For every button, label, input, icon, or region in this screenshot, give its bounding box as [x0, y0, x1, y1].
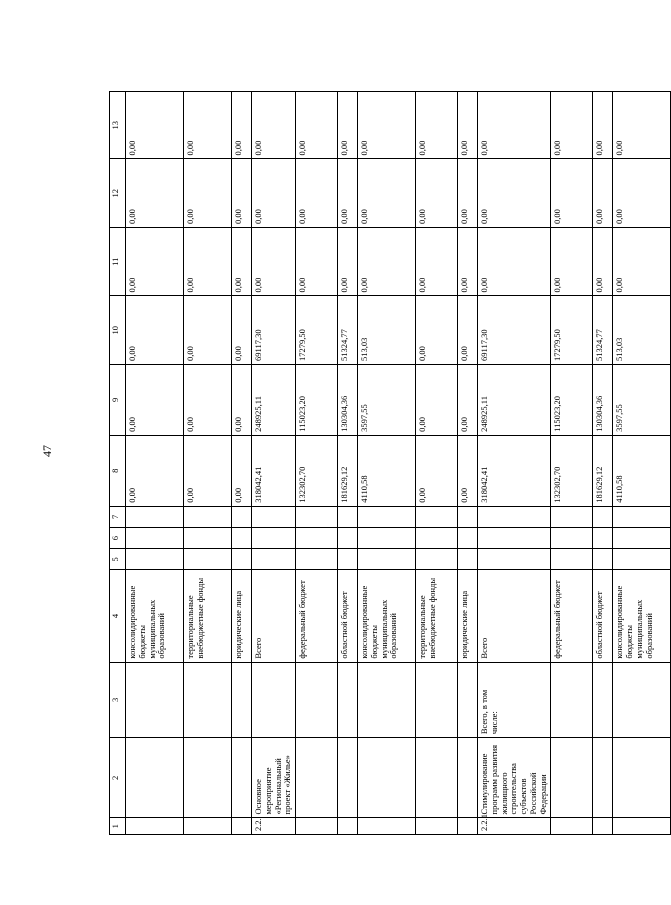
table-cell: 0,00 — [252, 92, 296, 159]
table-cell — [551, 738, 593, 818]
table-cell: 69117,30 — [478, 296, 551, 365]
table-cell — [338, 549, 358, 570]
table-cell — [184, 527, 232, 548]
header-cell: 3 — [110, 662, 126, 738]
table-cell — [338, 527, 358, 548]
table-cell: 4110,58 — [613, 435, 671, 506]
table-cell — [296, 818, 338, 835]
table-cell: 0,00 — [252, 227, 296, 296]
table-cell: 0,00 — [338, 159, 358, 228]
table-cell — [338, 506, 358, 527]
table-cell — [613, 738, 671, 818]
table-cell: Всего — [252, 570, 296, 662]
table-cell: 0,00 — [184, 435, 232, 506]
table-cell — [338, 818, 358, 835]
table-cell: 0,00 — [613, 92, 671, 159]
table-row — [593, 92, 613, 835]
table-cell — [478, 549, 551, 570]
table-cell: 0,00 — [458, 227, 478, 296]
table-cell — [551, 549, 593, 570]
page-number: 47 — [40, 445, 54, 457]
table-cell: 0,00 — [232, 92, 252, 159]
table-cell: областной бюджет — [338, 570, 358, 662]
table-cell: 2.2. — [252, 818, 296, 835]
table-cell: консолидированные бюджеты муниципальных образований — [613, 570, 671, 662]
table-cell — [252, 662, 296, 738]
table-cell: 0,00 — [252, 159, 296, 228]
table-cell: Основное мероприятие «Региональный проект «Жилье» — [252, 738, 296, 818]
table-cell: 0,00 — [232, 296, 252, 365]
table-cell: 130304,36 — [338, 364, 358, 435]
table-cell — [613, 549, 671, 570]
table-cell — [184, 818, 232, 835]
table-cell — [416, 506, 458, 527]
table-cell: 0,00 — [458, 364, 478, 435]
table-cell — [551, 662, 593, 738]
table-cell: юридические лица — [458, 570, 478, 662]
table-cell: 0,00 — [416, 159, 458, 228]
table-cell: 0,00 — [416, 364, 458, 435]
table-cell: территориальные внебюджетные фонды — [416, 570, 458, 662]
table-cell — [296, 506, 338, 527]
table-cell: 0,00 — [613, 227, 671, 296]
header-cell: 11 — [110, 227, 126, 296]
table-cell: 0,00 — [551, 159, 593, 228]
table-cell: 0,00 — [126, 296, 184, 365]
table-cell: юридические лица — [232, 570, 252, 662]
table-cell — [296, 738, 338, 818]
table-cell — [184, 549, 232, 570]
table-cell — [458, 662, 478, 738]
table-cell — [358, 506, 416, 527]
header-row — [110, 92, 126, 835]
table-cell — [358, 738, 416, 818]
table-cell: 51324,77 — [338, 296, 358, 365]
rotated-table-container — [109, 91, 654, 835]
table-cell — [593, 527, 613, 548]
table-cell: 181629,12 — [593, 435, 613, 506]
table-cell: 0,00 — [458, 296, 478, 365]
table-cell — [232, 818, 252, 835]
table-cell — [296, 549, 338, 570]
table-cell: 0,00 — [593, 92, 613, 159]
table-cell: федеральный бюджет — [551, 570, 593, 662]
table-cell — [613, 506, 671, 527]
table-cell: областной бюджет — [593, 570, 613, 662]
table-cell: 0,00 — [126, 159, 184, 228]
table-cell: 0,00 — [296, 92, 338, 159]
table-cell: 3597,55 — [358, 364, 416, 435]
table-cell — [458, 738, 478, 818]
table-cell: 0,00 — [416, 92, 458, 159]
table-cell: 0,00 — [358, 159, 416, 228]
table-cell — [416, 738, 458, 818]
table-cell: 132302,70 — [296, 435, 338, 506]
table-cell — [232, 549, 252, 570]
table-cell — [358, 662, 416, 738]
table-cell: 3597,55 — [613, 364, 671, 435]
table-cell: 17279,50 — [296, 296, 338, 365]
table-cell: 0,00 — [416, 296, 458, 365]
table-cell: 2.2.1. — [478, 818, 551, 835]
header-cell: 1 — [110, 818, 126, 835]
table-cell: 0,00 — [358, 227, 416, 296]
table-row — [126, 92, 184, 835]
table-cell: 0,00 — [593, 159, 613, 228]
table-cell — [593, 818, 613, 835]
table-cell — [416, 818, 458, 835]
header-cell: 13 — [110, 92, 126, 159]
table-cell: 0,00 — [416, 435, 458, 506]
table-cell — [613, 527, 671, 548]
table-cell — [458, 549, 478, 570]
table-cell — [458, 527, 478, 548]
table-cell — [126, 738, 184, 818]
table-cell: 0,00 — [478, 159, 551, 228]
table-cell: 0,00 — [232, 159, 252, 228]
table-cell: 0,00 — [458, 159, 478, 228]
table-cell: 0,00 — [126, 364, 184, 435]
table-row — [458, 92, 478, 835]
table-cell — [358, 549, 416, 570]
table-cell — [232, 738, 252, 818]
table-cell: федеральный бюджет — [296, 570, 338, 662]
table-cell — [551, 818, 593, 835]
table-cell — [593, 549, 613, 570]
table-cell: 0,00 — [338, 92, 358, 159]
table-cell — [478, 506, 551, 527]
table-cell — [296, 527, 338, 548]
table-cell — [184, 506, 232, 527]
table-cell: Всего, в том числе: — [478, 662, 551, 738]
table-row — [416, 92, 458, 835]
header-cell: 7 — [110, 506, 126, 527]
table-cell — [126, 506, 184, 527]
table-row — [252, 92, 296, 835]
table-cell: 0,00 — [593, 227, 613, 296]
table-cell — [252, 506, 296, 527]
table-cell — [252, 549, 296, 570]
table-cell — [184, 738, 232, 818]
table-cell: 0,00 — [126, 227, 184, 296]
table-cell: 318042,41 — [252, 435, 296, 506]
table-row — [338, 92, 358, 835]
table-cell — [416, 549, 458, 570]
table-cell — [551, 527, 593, 548]
table-cell — [232, 527, 252, 548]
table-cell: 0,00 — [458, 92, 478, 159]
header-cell: 6 — [110, 527, 126, 548]
header-cell: 12 — [110, 159, 126, 228]
table-cell — [458, 818, 478, 835]
table-row — [232, 92, 252, 835]
table-cell: консолидированные бюджеты муниципальных образований — [358, 570, 416, 662]
table-cell — [416, 662, 458, 738]
table-row — [478, 92, 551, 835]
table-cell: 0,00 — [478, 92, 551, 159]
table-cell: консолидированные бюджеты муниципальных образований — [126, 570, 184, 662]
table-cell: 51324,77 — [593, 296, 613, 365]
table-cell: 4110,58 — [358, 435, 416, 506]
table-cell: 513,03 — [613, 296, 671, 365]
table-cell — [458, 506, 478, 527]
table-cell: 0,00 — [551, 227, 593, 296]
table-row — [358, 92, 416, 835]
table-cell — [613, 818, 671, 835]
table-cell: 0,00 — [358, 92, 416, 159]
table-cell: 181629,12 — [338, 435, 358, 506]
table-cell: 0,00 — [126, 92, 184, 159]
table-cell: 115023,20 — [296, 364, 338, 435]
table-cell: 0,00 — [551, 92, 593, 159]
table-cell — [184, 662, 232, 738]
table-body — [110, 92, 671, 835]
table-cell — [338, 738, 358, 818]
table-cell — [416, 527, 458, 548]
table-cell — [126, 549, 184, 570]
table-cell: 0,00 — [232, 364, 252, 435]
header-cell: 2 — [110, 738, 126, 818]
table-cell: 0,00 — [296, 227, 338, 296]
table-cell: 0,00 — [184, 227, 232, 296]
table-cell — [126, 818, 184, 835]
table-cell: 0,00 — [458, 435, 478, 506]
table-cell — [593, 738, 613, 818]
table-cell: 0,00 — [232, 227, 252, 296]
table-row — [551, 92, 593, 835]
table-cell — [232, 662, 252, 738]
table-cell: Стимулирование программ развития жилищного строительства субъектов Российской Федерации — [478, 738, 551, 818]
header-cell: 5 — [110, 549, 126, 570]
table-cell — [126, 662, 184, 738]
table-cell: территориальные внебюджетные фонды — [184, 570, 232, 662]
table-cell: 17279,50 — [551, 296, 593, 365]
table-row — [613, 92, 671, 835]
table-cell — [551, 506, 593, 527]
table-cell: 0,00 — [416, 227, 458, 296]
table-cell — [252, 527, 296, 548]
table-row — [296, 92, 338, 835]
table-cell: 130304,36 — [593, 364, 613, 435]
table-cell: 69117,30 — [252, 296, 296, 365]
header-cell: 10 — [110, 296, 126, 365]
table-cell: 513,03 — [358, 296, 416, 365]
table-cell — [593, 662, 613, 738]
table-cell: 0,00 — [184, 364, 232, 435]
table-cell — [613, 662, 671, 738]
table-cell — [593, 506, 613, 527]
table-cell: 132302,70 — [551, 435, 593, 506]
table-cell — [478, 527, 551, 548]
table-cell — [358, 818, 416, 835]
budget-table — [109, 91, 671, 835]
table-cell: 0,00 — [613, 159, 671, 228]
table-cell — [338, 662, 358, 738]
table-cell: 0,00 — [478, 227, 551, 296]
table-cell: 0,00 — [184, 296, 232, 365]
table-cell: 115023,20 — [551, 364, 593, 435]
table-cell: 248925,11 — [252, 364, 296, 435]
table-cell: 318042,41 — [478, 435, 551, 506]
header-cell: 4 — [110, 570, 126, 662]
table-cell: 0,00 — [184, 92, 232, 159]
table-row — [184, 92, 232, 835]
header-cell: 9 — [110, 364, 126, 435]
table-cell — [296, 662, 338, 738]
table-cell: 0,00 — [296, 159, 338, 228]
table-cell: 0,00 — [338, 227, 358, 296]
table-cell: 248925,11 — [478, 364, 551, 435]
table-cell: 0,00 — [232, 435, 252, 506]
table-cell — [358, 527, 416, 548]
header-cell: 8 — [110, 435, 126, 506]
table-cell: 0,00 — [184, 159, 232, 228]
table-cell: Всего — [478, 570, 551, 662]
table-cell — [232, 506, 252, 527]
table-cell: 0,00 — [126, 435, 184, 506]
table-cell — [126, 527, 184, 548]
